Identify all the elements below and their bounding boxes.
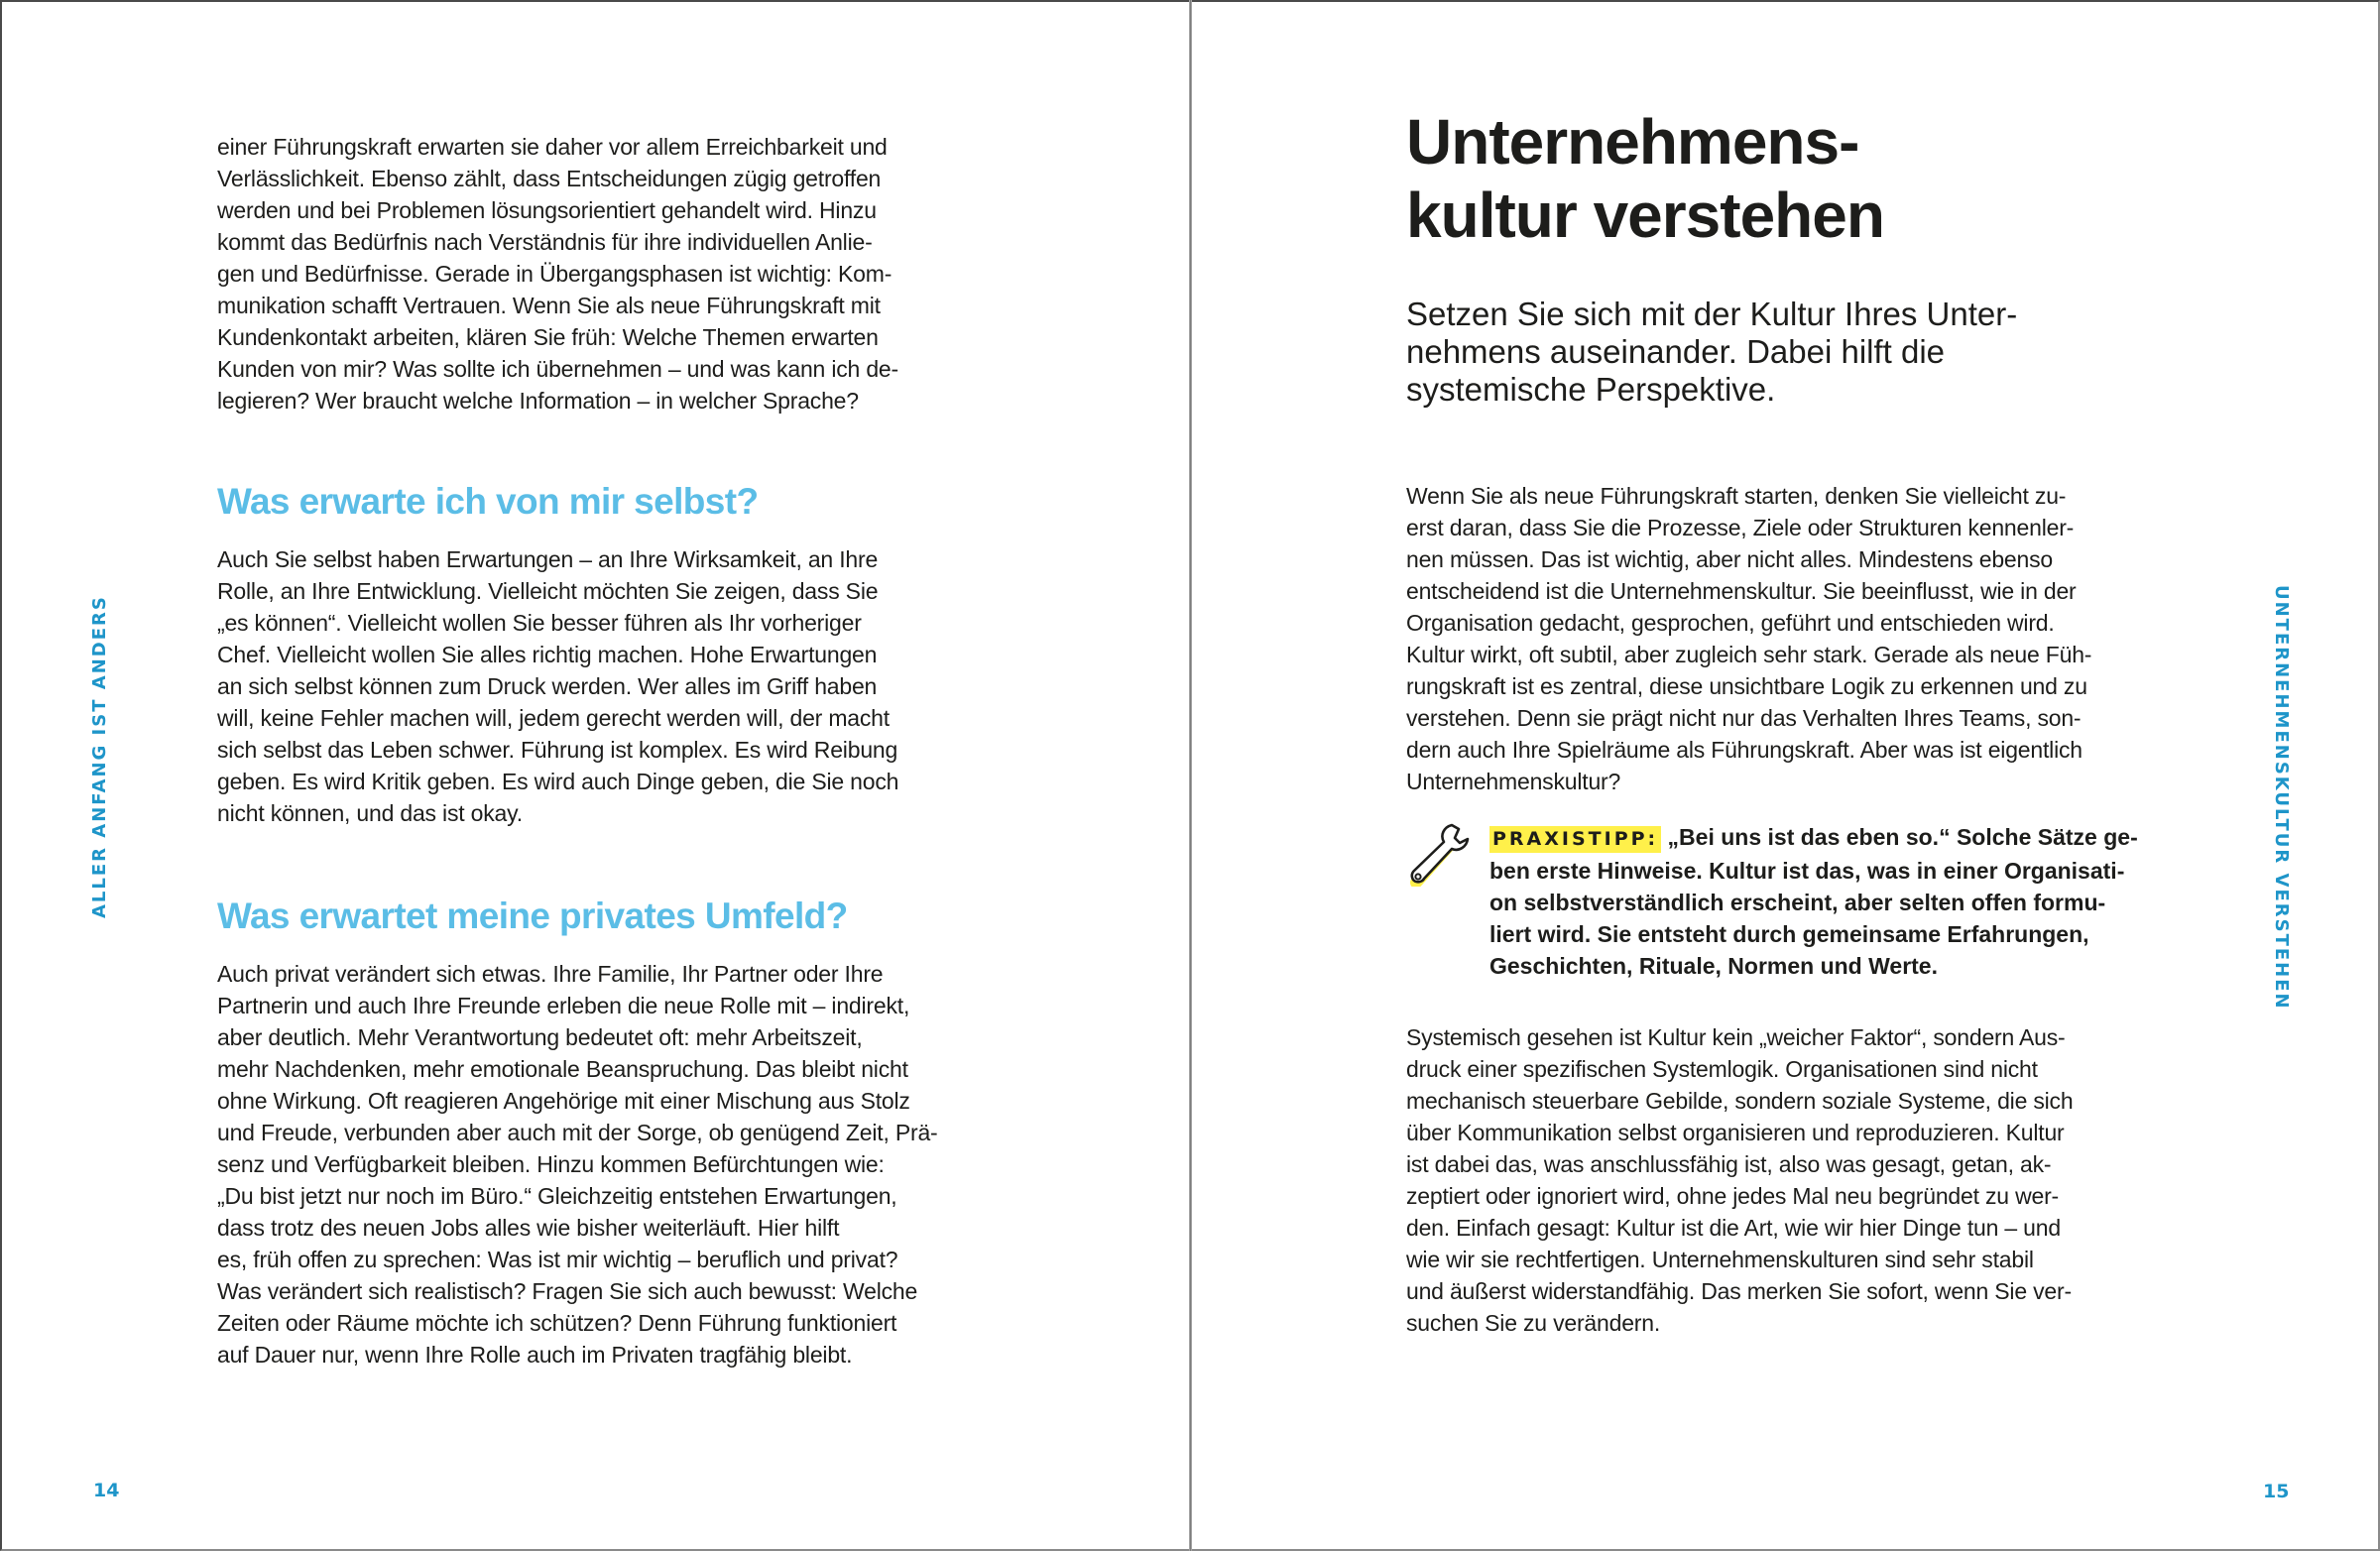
- section-heading-private: Was erwartet meine privates Umfeld?: [217, 895, 848, 936]
- chapter-lead: Setzen Sie sich mit der Kultur Ihres Unter- nehmens auseinander. Dabei hilft die systemische Perspektive.: [1406, 296, 2018, 408]
- practice-tip-text: PRAXISTIPP: „Bei uns ist das eben so.“ Solche Sätze ge- ben erste Hinweise. Kultur ist das, was in einer Organisati- on selbstverständlich erscheint, aber selten offen formu- liert wird. Sie entsteht durch gemeinsame Erfahrungen, Geschichten, Rituale, Normen und Werte.: [1489, 824, 2138, 979]
- section-paragraph-private: Auch privat verändert sich etwas. Ihre Familie, Ihr Partner oder Ihre Partnerin und auch Ihre Freunde erleben die neue Rolle mit – indirekt, aber deutlich. Mehr Verantwortung bedeutet oft: mehr Arbeitszeit, mehr Nachdenken, mehr emotionale Beanspruchung. Das bleibt nicht ohne Wirkung. Oft reagieren Angehörige mit einer Mischung aus Stolz und Freude, verbunden aber auch mit der Sorge, ob genügend Zeit, Prä- senz und Verfügbarkeit bleiben. Hinzu kommen Befürchtungen wie: „Du bist jetzt nur noch im Büro.“ Gleichzeitig entstehen Erwartungen, dass trotz des neuen Jobs alles wie bisher weiterläuft. Hier hilft es, früh offen zu sprechen: Was ist mir wichtig – beruflich und privat? Was verändert sich realistisch? Fragen Sie sich auch bewusst: Welche Zeiten oder Räume möchte ich schützen? Denn Führung funktioniert auf Dauer nur, wenn Ihre Rolle auch im Privaten tragfähig bleibt.: [217, 961, 938, 1368]
- left-page: [0, 0, 1189, 1551]
- left-running-head: ALLER ANFANG IST ANDERS: [89, 595, 110, 918]
- page-number-right: 15: [2263, 1481, 2290, 1502]
- section-heading-self: Was erwarte ich von mir selbst?: [217, 481, 759, 522]
- right-running-head: UNTERNEHMENSKULTUR VERSTEHEN: [2271, 585, 2292, 1011]
- intro-paragraph: einer Führungskraft erwarten sie daher vor allem Erreichbarkeit und Verlässlichkeit. Ebenso zählt, dass Entscheidungen zügig getroffen werden und bei Problemen lösungsorientiert gehandelt wird. Hinzu kommt das Bedürfnis nach Verständnis für ihre individuellen Anlie- gen und Bedürfnisse. Gerade in Übergangsphasen ist wichtig: Kom- munikation schafft Vertrauen. Wenn Sie als neue Führungskraft mit Kundenkontakt arbeiten, klären Sie früh: Welche Themen erwarten Kunden von mir? Was sollte ich übernehmen – und was kann ich de- legieren? Wer braucht welche Information – in welcher Sprache?: [217, 134, 898, 414]
- culture-paragraph-1: Wenn Sie als neue Führungskraft starten, denken Sie vielleicht zu- erst daran, dass Sie die Prozesse, Ziele oder Strukturen kennenler- nen müssen. Das ist wichtig, aber nicht alles. Mindestens ebenso entscheidend ist die Unternehmenskultur. Sie beeinflusst, wie in der Organisation gedacht, gesprochen, geführt und entschieden wird. Kultur wirkt, oft subtil, aber zugleich sehr stark. Gerade als neue Füh- rungskraft ist es zentral, diese unsichtbare Logik zu erkennen und zu verstehen. Denn sie prägt nicht nur das Verhalten Ihres Teams, son- dern auch Ihre Spielräume als Führungskraft. Aber was ist eigentlich Unternehmenskultur?: [1406, 483, 2092, 794]
- section-paragraph-self: Auch Sie selbst haben Erwartungen – an Ihre Wirksamkeit, an Ihre Rolle, an Ihre Entwicklung. Vielleicht möchten Sie zeigen, dass Sie „es können“. Vielleicht wollen Sie besser führen als Ihr vorheriger Chef. Vielleicht wollen Sie alles richtig machen. Hohe Erwartungen an sich selbst können zum Druck werden. Wer alles im Griff haben will, keine Fehler machen will, jedem gerecht werden will, der macht sich selbst das Leben schwer. Führung ist komplex. Es wird Reibung geben. Es wird Kritik geben. Es wird auch Dinge geben, die Sie noch nicht können, und das ist okay.: [217, 546, 899, 826]
- chapter-title: Unternehmens- kultur verstehen: [1406, 106, 1884, 251]
- wrench-icon: [1406, 821, 1470, 887]
- culture-paragraph-2: Systemisch gesehen ist Kultur kein „weicher Faktor“, sondern Aus- druck einer spezifischen Systemlogik. Organisationen sind nicht mechanisch steuerbare Gebilde, sondern soziale Systeme, die sich über Kommunikation selbst organisieren und reproduzieren. Kultur ist dabei das, was anschlussfähig ist, also was gesagt, getan, ak- zeptiert oder ignoriert wird, ohne jedes Mal neu begründet zu wer- den. Einfach gesagt: Kultur ist die Art, wie wir hier Dinge tun – und wie wir sie rechtfertigen. Unternehmenskulturen sind sehr stabil und äußerst widerstandfähig. Das merken Sie sofort, wenn Sie ver- suchen Sie zu verändern.: [1406, 1024, 2074, 1336]
- practice-tip-label: PRAXISTIPP:: [1489, 826, 1661, 853]
- page-number-left: 14: [93, 1480, 120, 1501]
